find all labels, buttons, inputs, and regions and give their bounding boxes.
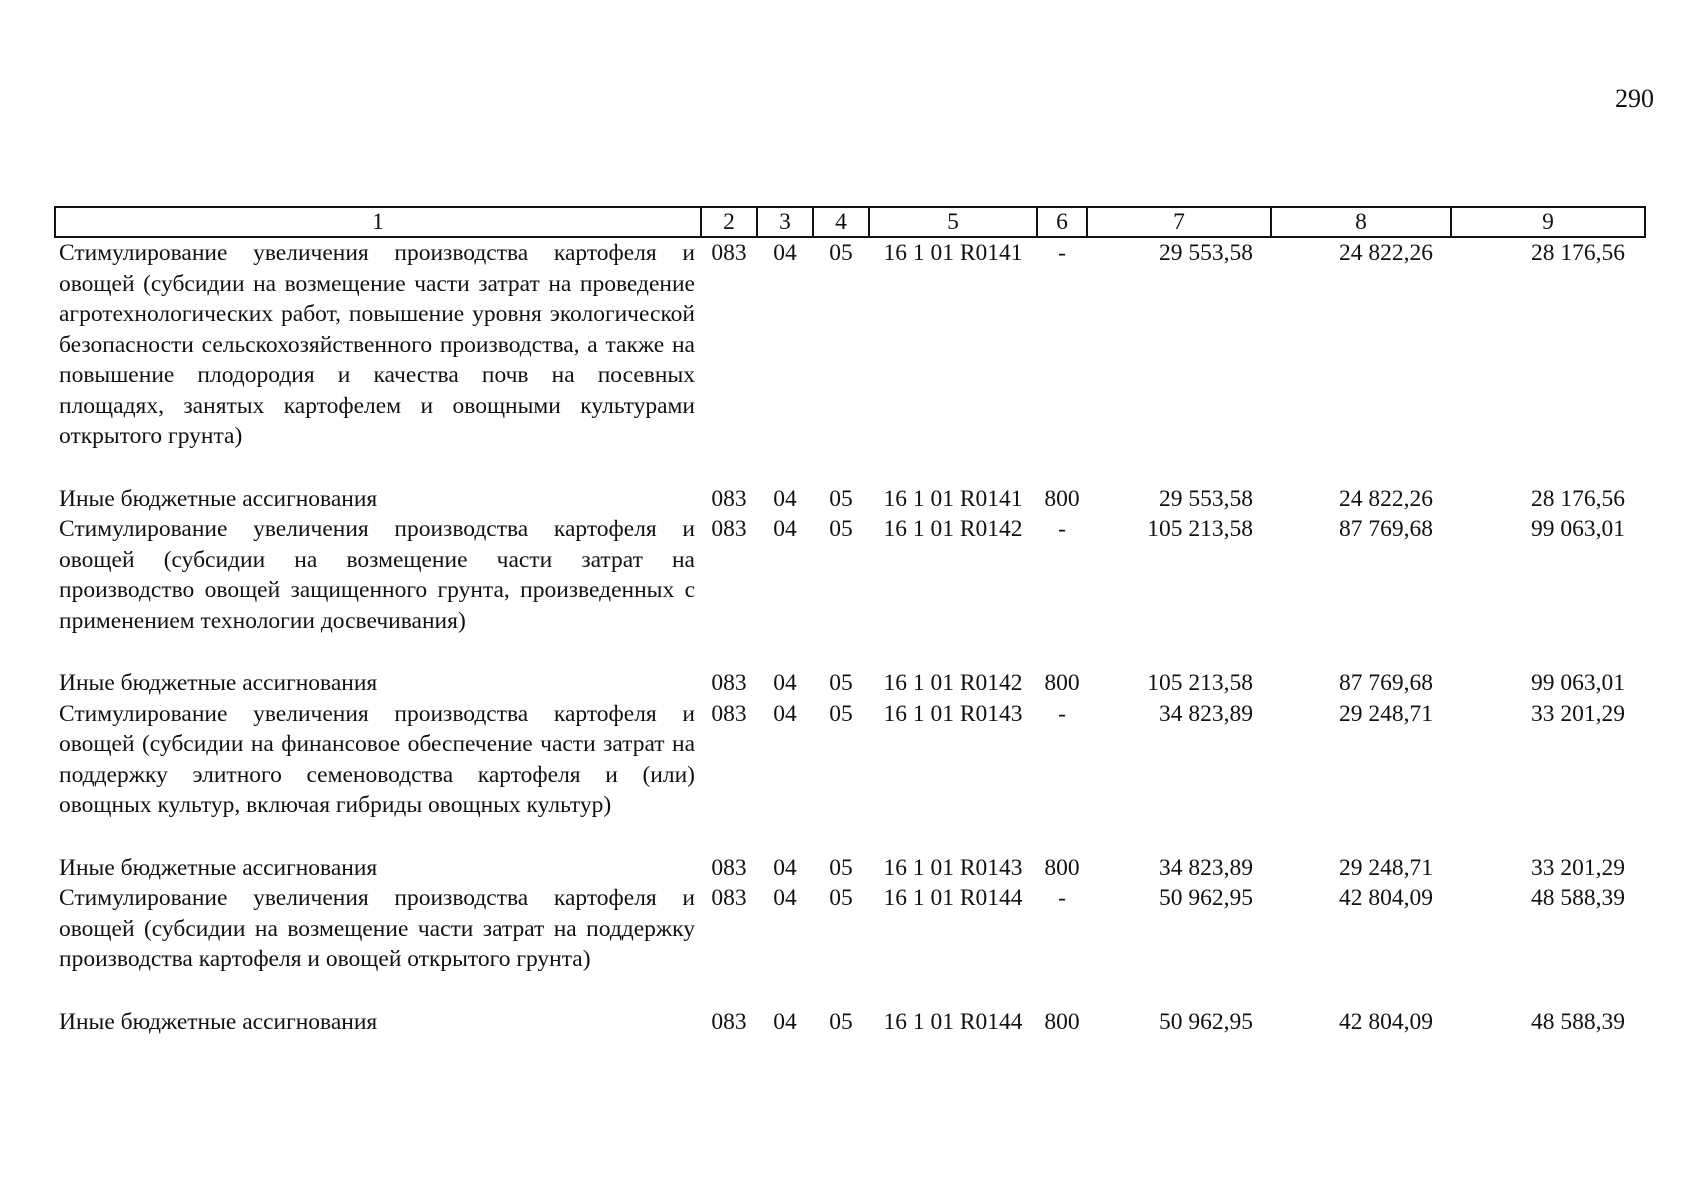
header-cell-9: 9 <box>1451 207 1645 237</box>
col-3-value: 04 <box>773 854 797 881</box>
col-7-value: 29 553,58 <box>1159 240 1253 266</box>
col-9-value: 28 176,56 <box>1531 240 1625 266</box>
header-cell-8: 8 <box>1271 207 1451 237</box>
col-5-value: 16 1 01 R0143 <box>883 700 1023 727</box>
table-row <box>55 668 1645 699</box>
col-6-value: 800 <box>1044 670 1080 696</box>
col-4-value: 05 <box>829 700 853 727</box>
header-cell-5: 5 <box>869 207 1037 237</box>
col-4-value: 05 <box>829 854 853 881</box>
col-9-value: 99 063,01 <box>1531 516 1625 542</box>
col-5-value: 16 1 01 R0144 <box>883 1008 1023 1035</box>
col-2-value: 083 <box>711 240 747 266</box>
col-4-value: 05 <box>829 1008 853 1035</box>
col-5-value: 16 1 01 R0141 <box>883 240 1023 266</box>
header-cell-1: 1 <box>55 207 701 237</box>
col-7-value: 50 962,95 <box>1159 1008 1253 1035</box>
col-3-value: 04 <box>773 670 797 696</box>
col-6-value: - <box>1058 700 1066 727</box>
row-name: Иные бюджетные ассигнования <box>59 485 378 512</box>
col-2-value: 083 <box>711 670 747 696</box>
col-8-value: 42 804,09 <box>1339 1008 1433 1035</box>
row-name: Стимулирование увеличения производства картофеля и овощей (субсидии на возмещение части затрат на проведение агротехнологических работ, повышение уровня экологической безопасности сельскохозяйственного производства, а также на повышение плодородия и качества почв на посевных площадях, занятых картофелем и овощными культурами открытого грунта) <box>59 240 695 449</box>
col-8-value: 87 769,68 <box>1339 516 1433 542</box>
table-row <box>55 484 1645 515</box>
col-9-value: 33 201,29 <box>1531 700 1625 727</box>
col-8-value: 29 248,71 <box>1339 700 1433 727</box>
col-7-value: 105 213,58 <box>1147 516 1253 542</box>
budget-table <box>54 206 1646 1037</box>
col-2-value: 083 <box>711 1008 747 1035</box>
col-2-value: 083 <box>711 516 747 542</box>
col-7-value: 50 962,95 <box>1159 885 1253 911</box>
col-8-value: 29 248,71 <box>1339 854 1433 881</box>
col-9-value: 99 063,01 <box>1531 670 1625 696</box>
row-name: Иные бюджетные ассигнования <box>59 1008 378 1035</box>
col-8-value: 87 769,68 <box>1339 670 1433 696</box>
col-2-value: 083 <box>711 854 747 881</box>
col-8-value: 24 822,26 <box>1339 485 1433 512</box>
row-name: Стимулирование увеличения производства картофеля и овощей (субсидии на возмещение части затрат на поддержку производства картофеля и овощей открытого грунта) <box>59 885 695 972</box>
col-2-value: 083 <box>711 485 747 512</box>
row-name: Иные бюджетные ассигнования <box>59 854 378 881</box>
row-name: Стимулирование увеличения производства картофеля и овощей (субсидии на возмещение части затрат на производство овощей защищенного грунта, произведенных с применением технологии досвечивания) <box>59 516 695 634</box>
header-cell-3: 3 <box>757 207 813 237</box>
row-name: Иные бюджетные ассигнования <box>59 670 378 696</box>
col-8-value: 24 822,26 <box>1339 240 1433 266</box>
col-4-value: 05 <box>829 670 853 696</box>
col-3-value: 04 <box>773 1008 797 1035</box>
col-3-value: 04 <box>773 485 797 512</box>
page-number: 290 <box>1615 84 1654 113</box>
col-3-value: 04 <box>773 700 797 727</box>
header-cell-7: 7 <box>1087 207 1271 237</box>
col-3-value: 04 <box>773 516 797 542</box>
col-6-value: - <box>1058 885 1066 911</box>
col-4-value: 05 <box>829 485 853 512</box>
col-4-value: 05 <box>829 516 853 542</box>
col-8-value: 42 804,09 <box>1339 885 1433 911</box>
col-6-value: 800 <box>1044 485 1080 512</box>
header-row <box>55 207 1645 237</box>
col-4-value: 05 <box>829 885 853 911</box>
table-row <box>55 237 1645 484</box>
col-6-value: 800 <box>1044 854 1080 881</box>
row-name: Стимулирование увеличения производства картофеля и овощей (субсидии на финансовое обеспечение части затрат на поддержку элитного семеноводства картофеля и (или) овощных культур, включая гибриды овощных культур) <box>59 700 695 818</box>
col-6-value: - <box>1058 516 1066 542</box>
col-5-value: 16 1 01 R0143 <box>883 854 1023 881</box>
col-6-value: 800 <box>1044 1008 1080 1035</box>
col-4-value: 05 <box>829 240 853 266</box>
col-5-value: 16 1 01 R0141 <box>883 485 1023 512</box>
col-3-value: 04 <box>773 885 797 911</box>
col-7-value: 29 553,58 <box>1159 485 1253 512</box>
header-cell-2: 2 <box>701 207 757 237</box>
col-5-value: 16 1 01 R0144 <box>883 885 1023 911</box>
table-row <box>55 514 1645 668</box>
header-cell-6: 6 <box>1037 207 1087 237</box>
col-7-value: 105 213,58 <box>1147 670 1253 696</box>
col-9-value: 48 588,39 <box>1531 885 1625 911</box>
col-9-value: 33 201,29 <box>1531 854 1625 881</box>
col-2-value: 083 <box>711 885 747 911</box>
col-6-value: - <box>1058 240 1066 266</box>
col-2-value: 083 <box>711 700 747 727</box>
col-5-value: 16 1 01 R0142 <box>883 516 1023 542</box>
col-3-value: 04 <box>773 240 797 266</box>
col-7-value: 34 823,89 <box>1159 854 1253 881</box>
col-9-value: 48 588,39 <box>1531 1008 1625 1035</box>
col-7-value: 34 823,89 <box>1159 700 1253 727</box>
table-row <box>55 1007 1645 1038</box>
header-cell-4: 4 <box>813 207 869 237</box>
table-row <box>55 883 1645 1007</box>
col-5-value: 16 1 01 R0142 <box>883 670 1023 696</box>
table-row <box>55 699 1645 853</box>
table-row <box>55 853 1645 884</box>
col-9-value: 28 176,56 <box>1531 485 1625 512</box>
